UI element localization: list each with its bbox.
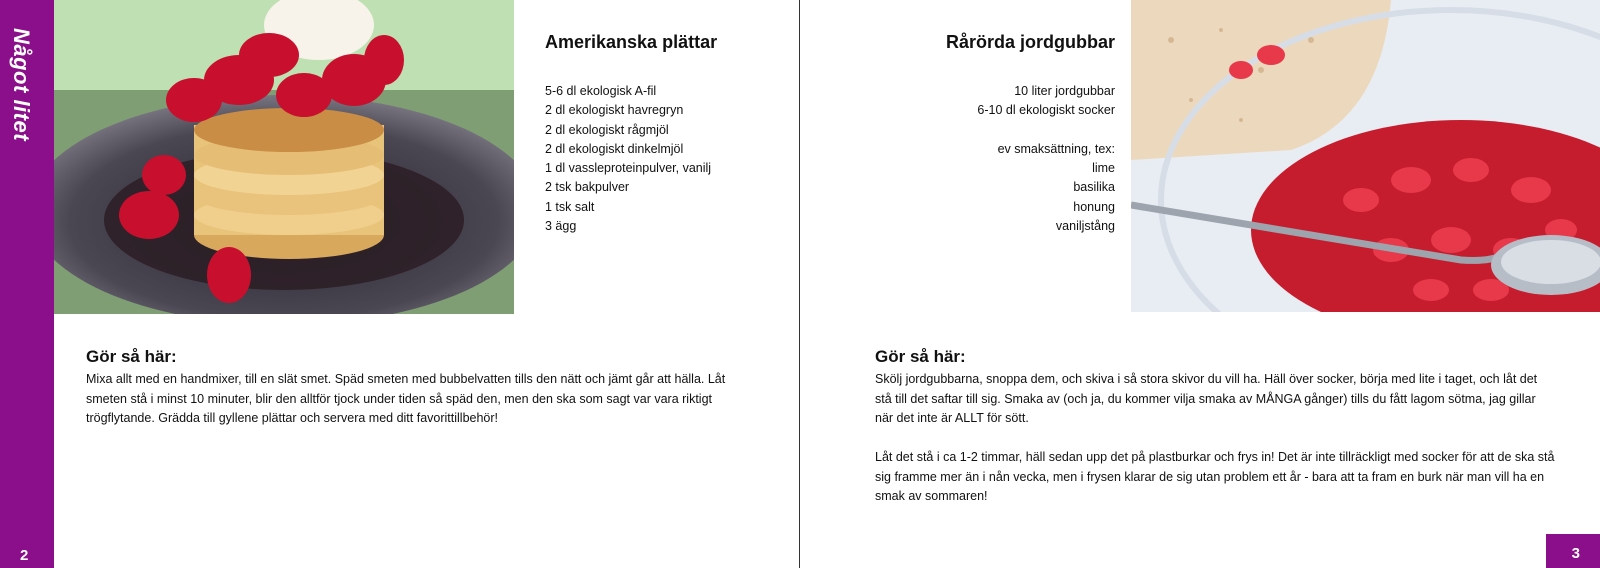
ingredient-list-right (977, 82, 1115, 236)
pancakes-illustration (54, 0, 514, 314)
recipe-title-left: Amerikanska plättar (545, 32, 718, 52)
howto-heading-left: Gör så här: (86, 347, 177, 366)
howto-text-right (875, 370, 1555, 526)
pancakes-photo (54, 0, 514, 314)
ingredient-item: 2 tsk bakpulver (545, 180, 630, 195)
ingredient-item: 5-6 dl ekologisk A-fil (545, 84, 657, 98)
sidebar-band (0, 0, 54, 568)
ingredient-item: 2 dl ekologiskt dinkelmjöl (545, 141, 684, 156)
flavor-item: honung (1073, 199, 1115, 214)
strawberry-bowl-photo (1131, 0, 1600, 312)
page-number-right: 3 (1571, 545, 1580, 562)
ingredient-item: 1 dl vassleproteinpulver, vanilj (545, 161, 712, 176)
howto-paragraph: Låt det stå i ca 1-2 timmar, häll sedan upp det på plastburkar och frys in! Det är inte tillräckligt med socker för att de ska stå sig framme mer än i nån vecka, men i frysen klarar de sig utan problem ett år - bara att ta fram en burk när man vill ha en smak av sommaren! (875, 450, 1555, 503)
ingredient-item: 2 dl ekologiskt rågmjöl (545, 122, 669, 137)
flavor-item: vaniljstång (1055, 219, 1115, 234)
ingredient-item: 6-10 dl ekologiskt socker (977, 103, 1115, 118)
howto-text-left (86, 370, 766, 429)
list-gap (977, 121, 1115, 140)
flavor-item: lime (1092, 161, 1115, 176)
flavor-item: basilika (1073, 180, 1115, 195)
section-title: Något litet (9, 28, 34, 142)
ingredient-item: 2 dl ekologiskt havregryn (545, 103, 684, 118)
ingredient-list-left (545, 82, 711, 236)
page-number-left: 2 (20, 547, 29, 564)
ingredient-item: 1 tsk salt (545, 199, 595, 214)
howto-paragraph: Skölj jordgubbarna, snoppa dem, och skiva i så stora skivor du vill ha. Häll över socker, börja med lite i taget, och låt det stå till det saftar till sig. Smaka av (och ja, du kommer vilja smaka av MÅNGA gånger) tills du fått lagom sötma, jag gillar när det inte är ALLT för sött. (875, 372, 1538, 425)
strawberry-bowl-illustration (1131, 0, 1600, 312)
recipe-title-right: Rårörda jordgubbar (945, 32, 1115, 52)
flavor-heading: ev smaksättning, tex: (997, 141, 1115, 156)
ingredient-item: 10 liter jordgubbar (1014, 84, 1115, 98)
page-spine (799, 0, 800, 568)
howto-paragraph: Mixa allt med en handmixer, till en slät smet. Späd smeten med bubbelvatten tills den nätt och jämt går att hälla. Låt smeten stå i minst 10 minuter, blir den alltför tjock under tiden så späd den, men den ska som sagt var vara riktigt trögflytande. Grädda till gyllene plättar och servera med ditt favorittillbehör! (86, 372, 726, 425)
ingredient-item: 3 ägg (545, 219, 577, 234)
howto-heading-right: Gör så här: (875, 347, 966, 366)
